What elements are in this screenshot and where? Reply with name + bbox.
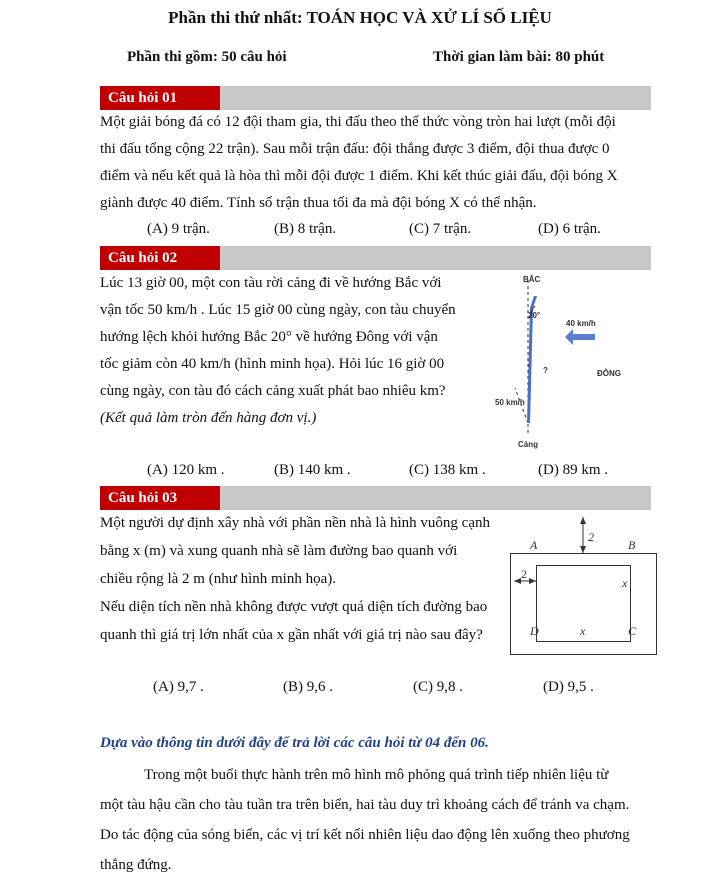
left-width-label: 2	[521, 567, 527, 581]
vertex-d: D	[530, 624, 539, 638]
q1-line: giành được 40 điểm. Tính số trận thua tối đa mà đội bóng X có thể nhận.	[100, 195, 537, 211]
second-leg-arrow	[530, 296, 537, 308]
info-line: Do tác động của sóng biển, các vị trí kết nối nhiên liệu dao động lên xuống theo phương	[100, 827, 630, 843]
q1-line: điểm và nếu kết quả là hòa thì mỗi đội được 1 điểm. Khi kết thúc giải đấu, đội bóng X	[100, 168, 618, 184]
q3-option-c[interactable]: (C) 9,8 .	[413, 679, 463, 695]
speed2-label: 40 km/h	[566, 319, 596, 328]
q1-line: thi đấu tổng cộng 22 trận). Sau mỗi trận đấu: đội thắng được 3 điểm, đội thua được 0	[100, 141, 610, 157]
angle-label: 20°	[528, 311, 541, 320]
top-arrow-up	[580, 517, 586, 524]
q2-option-d[interactable]: (D) 89 km .	[538, 462, 608, 478]
info-line: Trong một buổi thực hành trên mô hình mô phỏng quá trình tiếp nhiên liệu từ	[144, 767, 609, 783]
question-03-bar	[100, 486, 651, 510]
speed2-arrow	[565, 329, 595, 345]
info-heading: Dựa vào thông tin dưới đây để trả lời các câu hỏi từ 04 đến 06.	[100, 735, 489, 751]
question-01-text	[100, 109, 660, 217]
question-03-label: Câu hỏi 03	[100, 486, 220, 510]
question-02-text	[100, 270, 485, 432]
q3-line: chiều rộng là 2 m (như hình minh họa).	[100, 571, 337, 587]
east-label: ĐÔNG	[597, 369, 621, 378]
page-title: Phần thi thứ nhất: TOÁN HỌC VÀ XỬ LÍ SỐ LIỆU	[168, 8, 552, 27]
q1-option-b[interactable]: (B) 8 trận.	[274, 221, 337, 237]
time-limit: Thời gian làm bài: 80 phút	[433, 49, 605, 65]
q2-line: Lúc 13 giờ 00, một con tàu rời cảng đi về hướng Bắc với	[100, 275, 442, 291]
q1-option-d[interactable]: (D) 6 trận.	[538, 221, 601, 237]
q1-line: Một giải bóng đá có 12 đội tham gia, thi đấu theo thể thức vòng tròn hai lượt (mỗi đội	[100, 114, 616, 130]
q1-option-c[interactable]: (C) 7 trận.	[409, 221, 472, 237]
q2-option-c[interactable]: (C) 138 km .	[409, 462, 486, 478]
question-03-text	[100, 509, 510, 649]
unknown-label: ?	[543, 366, 548, 375]
side-label: x	[622, 576, 628, 590]
info-line: thẳng đứng.	[100, 857, 172, 873]
question-02-bar	[100, 246, 651, 270]
q3-line: Một người dự định xây nhà với phần nền nhà là hình vuông cạnh	[100, 515, 490, 531]
q1-option-a[interactable]: (A) 9 trận.	[147, 221, 210, 237]
q2-line: cùng ngày, con tàu đó cách cảng xuất phát bao nhiêu km?	[100, 383, 446, 399]
speed1-label: 50 km/h	[495, 398, 525, 407]
q2-line: (Kết quả làm tròn đến hàng đơn vị.)	[100, 410, 317, 426]
ship-route-diagram	[485, 268, 635, 454]
q2-line: tốc giảm còn 40 km/h (hình minh họa). Hỏi lúc 16 giờ 00	[100, 356, 445, 372]
info-line: một tàu hậu cần cho tàu tuần tra trên biển, hai tàu duy trì khoảng cách để tránh va chạm.	[100, 797, 630, 813]
info-paragraph	[100, 760, 652, 880]
house-diagram	[510, 515, 660, 657]
vertex-a: A	[530, 538, 538, 552]
q3-line: quanh thì giá trị lớn nhất của x gần nhất với giá trị nào sau đây?	[100, 627, 483, 643]
question-01-label: Câu hỏi 01	[100, 86, 220, 110]
port-label: Cảng	[518, 440, 538, 449]
top-arrow-down	[580, 546, 586, 553]
question-02-label: Câu hỏi 02	[100, 246, 220, 270]
q3-option-b[interactable]: (B) 9,6 .	[283, 679, 333, 695]
bottom-label: x	[580, 624, 586, 638]
vertex-c: C	[628, 624, 637, 638]
north-label: BẮC	[523, 275, 541, 284]
question-01-bar	[100, 86, 651, 110]
q2-line: vận tốc 50 km/h . Lúc 15 giờ 00 cùng ngày, con tàu chuyển	[100, 302, 456, 318]
vertex-b: B	[628, 538, 636, 552]
q2-option-a[interactable]: (A) 120 km .	[147, 462, 225, 478]
q3-option-a[interactable]: (A) 9,7 .	[153, 679, 204, 695]
q3-line: Nếu diện tích nền nhà không được vượt quá diện tích đường bao	[100, 599, 488, 615]
q3-option-d[interactable]: (D) 9,5 .	[543, 679, 594, 695]
question-count: Phần thi gồm: 50 câu hỏi	[127, 49, 287, 65]
q2-option-b[interactable]: (B) 140 km .	[274, 462, 351, 478]
q2-line: hướng lệch khỏi hướng Bắc 20° về hướng Đông với vận	[100, 329, 438, 345]
top-width-label: 2	[588, 530, 594, 544]
q3-line: bằng x (m) và xung quanh nhà sẽ làm đường bao quanh với	[100, 543, 458, 559]
